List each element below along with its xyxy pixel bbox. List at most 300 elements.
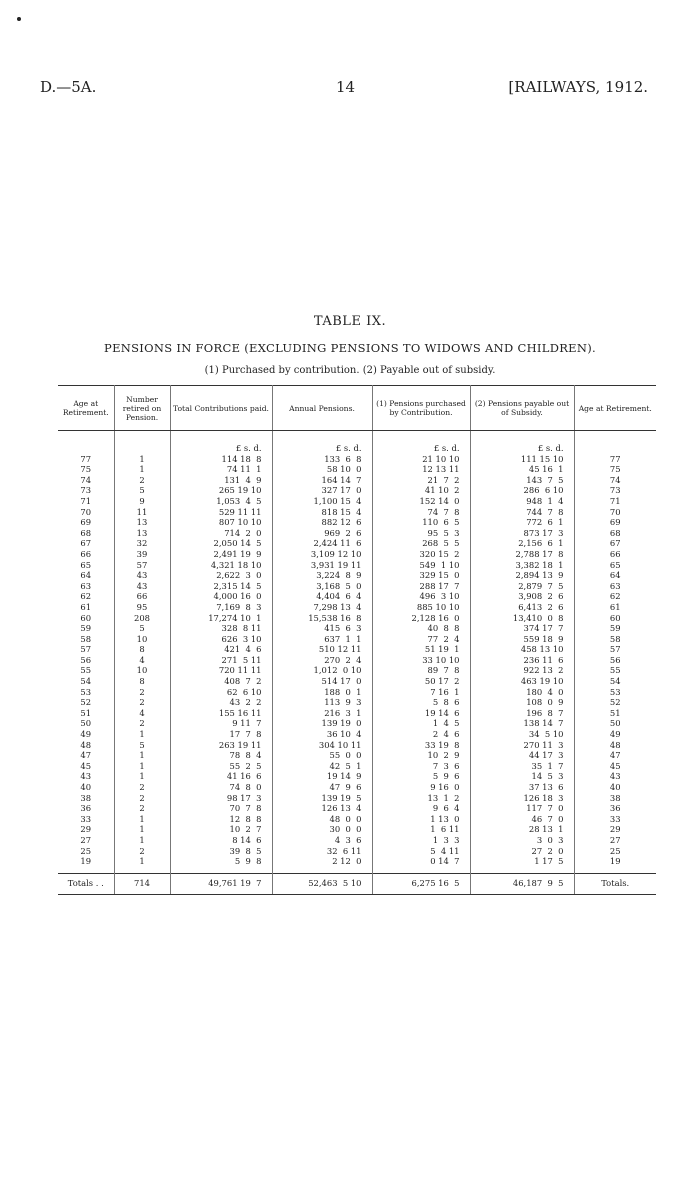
- table-cell: 55 2 5: [170, 761, 272, 772]
- table-cell: 38: [58, 793, 114, 804]
- table-row: [58, 856, 656, 873]
- table-cell: 3,109 12 10: [272, 549, 372, 560]
- table-cell: 63: [58, 581, 114, 592]
- table-cell: 3,224 8 9: [272, 570, 372, 581]
- table-cell: 885 10 10: [372, 602, 470, 613]
- table-row: [58, 665, 656, 676]
- column-header: Number retired on Pension.: [114, 386, 170, 431]
- table-cell: 14 5 3: [470, 771, 574, 782]
- table-cell: 52: [58, 697, 114, 708]
- table-cell: 69: [609, 517, 621, 528]
- table-cell: 45 16 1: [470, 464, 574, 475]
- table-cell: 415 6 3: [272, 623, 372, 634]
- table-row: [58, 708, 656, 719]
- table-cell: 46 7 0: [470, 814, 574, 825]
- table-cell: 43: [114, 570, 170, 581]
- table-cell: 43 2 2: [170, 697, 272, 708]
- unit-cell: [574, 431, 656, 454]
- table-row: [58, 803, 656, 814]
- table-cell: 164 14 7: [272, 475, 372, 486]
- table-cell: 320 15 2: [372, 549, 470, 560]
- table-cell: 66: [58, 549, 114, 560]
- table-cell: 236 11 6: [470, 655, 574, 666]
- column-header: (1) Pensions purchased by Contribution.: [372, 386, 470, 431]
- table-cell: 1: [114, 750, 170, 761]
- table-cell: 626 3 10: [170, 634, 272, 645]
- table-cell: 27: [609, 834, 621, 845]
- table-cell: 1 6 11: [372, 824, 470, 835]
- table-cell: 1: [114, 824, 170, 835]
- table-cell: 6,413 2 6: [470, 602, 574, 613]
- table-cell: 33 10 10: [372, 655, 470, 666]
- table-cell: 463 19 10: [470, 676, 574, 687]
- pensions-table: [58, 385, 656, 895]
- table-cell: 43: [114, 581, 170, 592]
- table-cell: 7,298 13 4: [272, 602, 372, 613]
- column-header: Age at Retirement.: [574, 386, 656, 431]
- table-cell: 51: [58, 708, 114, 719]
- table-cell: 208: [114, 613, 170, 624]
- table-cell: 39 8 5: [170, 846, 272, 857]
- table-cell: 8 14 6: [170, 835, 272, 846]
- table-cell: 75: [58, 464, 114, 475]
- table-cell: 5: [114, 623, 170, 634]
- table-cell: 8: [114, 676, 170, 687]
- table-cell: 13: [114, 517, 170, 528]
- table-cell: 40: [58, 782, 114, 793]
- table-row: [58, 718, 656, 729]
- table-row: [58, 761, 656, 772]
- table-cell: 9: [114, 496, 170, 507]
- table-cell: 1,012 0 10: [272, 665, 372, 676]
- table-row: [58, 697, 656, 708]
- table-cell: 421 4 6: [170, 644, 272, 655]
- table-cell: 57: [114, 560, 170, 571]
- table-row: [58, 464, 656, 475]
- column-header: Age at Retirement.: [58, 386, 114, 431]
- table-cell: 1 13 0: [372, 814, 470, 825]
- table-cell: 74 7 8: [372, 507, 470, 518]
- unit-cell: [58, 431, 114, 454]
- unit-cell: £ s. d.: [170, 431, 272, 454]
- table-cell: 3 0 3: [470, 835, 574, 846]
- table-cell: 25: [609, 845, 621, 856]
- table-cell: 9 6 4: [372, 803, 470, 814]
- table-cell: 55 0 0: [272, 750, 372, 761]
- table-row: [58, 846, 656, 857]
- table-cell: 51 19 1: [372, 644, 470, 655]
- column-header: Total Contributions paid.: [170, 386, 272, 431]
- table-cell: 69: [58, 517, 114, 528]
- table-cell: 10: [114, 665, 170, 676]
- table-cell: 61: [609, 601, 621, 612]
- table-cell: 948 1 4: [470, 496, 574, 507]
- table-cell: 2: [114, 846, 170, 857]
- table-cell: 514 17 0: [272, 676, 372, 687]
- table-row: [58, 644, 656, 655]
- table-cell: 637 1 1: [272, 634, 372, 645]
- table-cell: 63: [609, 580, 621, 591]
- table-cell: 138 14 7: [470, 718, 574, 729]
- table-cell: 818 15 4: [272, 507, 372, 518]
- table-cell: 29: [58, 824, 114, 835]
- table-cell: 56: [58, 655, 114, 666]
- table-cell: 58: [609, 633, 621, 644]
- table-cell: 2: [114, 718, 170, 729]
- table-cell: 9 16 0: [372, 782, 470, 793]
- table-cell: 13: [114, 528, 170, 539]
- table-row: [58, 475, 656, 486]
- table-cell: 327 17 0: [272, 485, 372, 496]
- table-cell: 45: [58, 761, 114, 772]
- table-cell: 549 1 10: [372, 560, 470, 571]
- table-cell: 304 10 11: [272, 740, 372, 751]
- table-cell: 2: [114, 793, 170, 804]
- table-row: [58, 454, 656, 465]
- table-cell: 0 14 7: [372, 856, 470, 873]
- table-cell: 2 4 6: [372, 729, 470, 740]
- totals-cell: 6,275 16 5: [372, 873, 470, 894]
- table-cell: 66: [114, 591, 170, 602]
- table-cell: 61: [58, 602, 114, 613]
- table-cell: 271 5 11: [170, 655, 272, 666]
- table-cell: 559 18 9: [470, 634, 574, 645]
- table-cell: 5 8 6: [372, 697, 470, 708]
- table-cell: 216 3 1: [272, 708, 372, 719]
- table-cell: 36: [58, 803, 114, 814]
- table-cell: 59: [609, 623, 621, 634]
- table-cell: 10: [114, 634, 170, 645]
- table-title: TABLE IX.: [313, 314, 387, 329]
- table-row: [58, 771, 656, 782]
- table-cell: 117 7 0: [470, 803, 574, 814]
- table-cell: 1 4 5: [372, 718, 470, 729]
- table-cell: 25: [58, 846, 114, 857]
- unit-cell: £ s. d.: [470, 431, 574, 454]
- table-cell: 50 17 2: [372, 676, 470, 687]
- table-row: [58, 507, 656, 518]
- table-cell: 5: [114, 485, 170, 496]
- table-cell: 38: [609, 792, 621, 803]
- table-cell: 51: [609, 707, 621, 718]
- table-cell: 70: [609, 506, 621, 517]
- table-cell: 68: [58, 528, 114, 539]
- table-cell: 58: [58, 634, 114, 645]
- table-cell: 2,128 16 0: [372, 613, 470, 624]
- table-cell: 74: [58, 475, 114, 486]
- table-cell: 73: [609, 485, 621, 496]
- table-cell: 807 10 10: [170, 517, 272, 528]
- table-cell: 33: [58, 814, 114, 825]
- table-body: [58, 431, 656, 874]
- table-cell: 8: [114, 644, 170, 655]
- table-cell: 1: [114, 454, 170, 465]
- table-cell: 57: [609, 644, 621, 655]
- table-cell: 1: [114, 729, 170, 740]
- table-cell: 10 2 9: [372, 750, 470, 761]
- table-cell: 68: [609, 527, 621, 538]
- table-row: [58, 824, 656, 835]
- table-cell: 2: [114, 803, 170, 814]
- table-cell: 19 14 6: [372, 708, 470, 719]
- table-cell: 33 19 8: [372, 740, 470, 751]
- table-cell: 37 13 6: [470, 782, 574, 793]
- table-cell: 48: [58, 740, 114, 751]
- table-cell: 95 5 3: [372, 528, 470, 539]
- column-header: (2) Pensions payable out of Subsidy.: [470, 386, 574, 431]
- table-cell: 74 11 1: [170, 464, 272, 475]
- table-cell: 2,894 13 9: [470, 570, 574, 581]
- table-cell: 65: [58, 560, 114, 571]
- table-cell: 33: [609, 813, 621, 824]
- table-cell: 74: [609, 474, 621, 485]
- totals-row: [58, 873, 656, 894]
- table-cell: 47: [58, 750, 114, 761]
- table-cell: 3,931 19 11: [272, 560, 372, 571]
- table-cell: 1: [114, 856, 170, 873]
- table-row: [58, 623, 656, 634]
- table-cell: 270 2 4: [272, 655, 372, 666]
- table-cell: 70 7 8: [170, 803, 272, 814]
- unit-cell: [114, 431, 170, 454]
- table-cell: 43: [609, 771, 621, 782]
- table-cell: 4,321 18 10: [170, 560, 272, 571]
- table-cell: 143 7 5: [470, 475, 574, 486]
- unit-cell: £ s. d.: [272, 431, 372, 454]
- table-row: [58, 570, 656, 581]
- table-cell: 45: [609, 760, 621, 771]
- table-cell: 1: [114, 814, 170, 825]
- table-cell: 1: [114, 464, 170, 475]
- table-row: [58, 602, 656, 613]
- table-cell: 17,274 10 1: [170, 613, 272, 624]
- table-cell: 58 10 0: [272, 464, 372, 475]
- table-row: [58, 676, 656, 687]
- table-cell: 265 19 10: [170, 485, 272, 496]
- table-row: [58, 835, 656, 846]
- table-cell: 11: [114, 507, 170, 518]
- table-cell: 62: [609, 591, 621, 602]
- table-cell: 71: [609, 495, 621, 506]
- table-cell: 77 2 4: [372, 634, 470, 645]
- document-reference: D.—5A.: [40, 78, 97, 96]
- table-cell: 5 4 11: [372, 846, 470, 857]
- table-cell: 873 17 3: [470, 528, 574, 539]
- table-row: [58, 634, 656, 645]
- table-row: [58, 549, 656, 560]
- table-cell: 714 2 0: [170, 528, 272, 539]
- table-cell: 4,000 16 0: [170, 591, 272, 602]
- table-cell: 19: [609, 856, 621, 867]
- table-cell: 39: [114, 549, 170, 560]
- table-cell: 27 2 0: [470, 846, 574, 857]
- table-cell: 374 17 7: [470, 623, 574, 634]
- table-cell: 15,538 16 8: [272, 613, 372, 624]
- table-cell: 180 4 0: [470, 687, 574, 698]
- table-cell: 772 6 1: [470, 517, 574, 528]
- table-cell: 2: [114, 687, 170, 698]
- table-row: [58, 538, 656, 549]
- margin-dot: [17, 17, 21, 21]
- table-cell: 1 3 3: [372, 835, 470, 846]
- table-cell: 2: [114, 475, 170, 486]
- table-cell: 4,404 6 4: [272, 591, 372, 602]
- table-cell: 77: [609, 453, 621, 464]
- table-cell: 34 5 10: [470, 729, 574, 740]
- table-cell: 744 7 8: [470, 507, 574, 518]
- table-cell: 77: [58, 454, 114, 465]
- table-cell: 152 14 0: [372, 496, 470, 507]
- table-row: [58, 687, 656, 698]
- table-cell: 27: [58, 835, 114, 846]
- table-cell: 28 13 1: [470, 824, 574, 835]
- table-cell: 19 14 9: [272, 771, 372, 782]
- table-cell: 89 7 8: [372, 665, 470, 676]
- table-row: [58, 793, 656, 804]
- header-row: [58, 386, 656, 431]
- table-cell: 1,053 4 5: [170, 496, 272, 507]
- table-cell: 71: [58, 496, 114, 507]
- table-row: [58, 814, 656, 825]
- table-cell: 4: [114, 655, 170, 666]
- totals-cell: Totals.: [574, 873, 656, 894]
- table-cell: 10 2 7: [170, 824, 272, 835]
- table-cell: 98 17 3: [170, 793, 272, 804]
- table-cell: 196 8 7: [470, 708, 574, 719]
- table-cell: 49: [58, 729, 114, 740]
- table-cell: 139 19 0: [272, 718, 372, 729]
- table-cell: 32 6 11: [272, 846, 372, 857]
- table-cell: 50: [609, 718, 621, 729]
- table-cell: 50: [58, 718, 114, 729]
- table-row: [58, 560, 656, 571]
- table-row: [58, 528, 656, 539]
- table-cell: 41 16 6: [170, 771, 272, 782]
- table-row: [58, 485, 656, 496]
- table-cell: 29: [609, 824, 621, 835]
- table-cell: 12 13 11: [372, 464, 470, 475]
- table-cell: 2: [114, 697, 170, 708]
- table-cell: 73: [58, 485, 114, 496]
- table-cell: 2,788 17 8: [470, 549, 574, 560]
- table-cell: 49: [609, 729, 621, 740]
- table-cell: 2 12 0: [272, 856, 372, 873]
- table-cell: 2: [114, 782, 170, 793]
- table-row: [58, 655, 656, 666]
- table-cell: 44 17 3: [470, 750, 574, 761]
- table-cell: 62 6 10: [170, 687, 272, 698]
- totals-cell: 46,187 9 5: [470, 873, 574, 894]
- table-cell: 408 7 2: [170, 676, 272, 687]
- totals-cell: 49,761 19 7: [170, 873, 272, 894]
- table-cell: 53: [58, 687, 114, 698]
- table-subtitle: PENSIONS IN FORCE (EXCLUDING PENSIONS TO WIDOWS AND CHILDREN).: [104, 341, 596, 355]
- unit-cell: £ s. d.: [372, 431, 470, 454]
- table-cell: 74 8 0: [170, 782, 272, 793]
- table-cell: 4 3 6: [272, 835, 372, 846]
- units-row: [58, 431, 656, 454]
- table-cell: 55: [58, 665, 114, 676]
- table-cell: 57: [58, 644, 114, 655]
- table-notes: (1) Purchased by contribution. (2) Payable out of subsidy.: [204, 365, 496, 376]
- table-cell: 12 8 8: [170, 814, 272, 825]
- table-cell: 42 5 1: [272, 761, 372, 772]
- table-row: [58, 740, 656, 751]
- table-cell: 21 7 2: [372, 475, 470, 486]
- table-row: [58, 613, 656, 624]
- table-cell: 2,879 7 5: [470, 581, 574, 592]
- table-cell: 1 17 5: [470, 856, 574, 873]
- table-cell: 458 13 10: [470, 644, 574, 655]
- table-cell: 41 10 2: [372, 485, 470, 496]
- table-cell: 13,410 0 8: [470, 613, 574, 624]
- table-cell: 67: [58, 538, 114, 549]
- table-cell: 969 2 6: [272, 528, 372, 539]
- table-cell: 328 8 11: [170, 623, 272, 634]
- table-cell: 19: [58, 856, 114, 873]
- table-cell: 78 8 4: [170, 750, 272, 761]
- table-cell: 5: [114, 740, 170, 751]
- table-cell: 1: [114, 835, 170, 846]
- table-cell: 1: [114, 771, 170, 782]
- table-row: [58, 496, 656, 507]
- table-row: [58, 750, 656, 761]
- table-row: [58, 782, 656, 793]
- table-cell: 21 10 10: [372, 454, 470, 465]
- table-cell: 126 13 4: [272, 803, 372, 814]
- table-cell: 47 9 6: [272, 782, 372, 793]
- table-cell: 67: [609, 538, 621, 549]
- running-title: [RAILWAYS, 1912.: [508, 78, 648, 96]
- table-cell: 65: [609, 559, 621, 570]
- table-row: [58, 729, 656, 740]
- table-cell: 111 15 10: [470, 454, 574, 465]
- table-cell: 133 6 8: [272, 454, 372, 465]
- table-cell: 7,169 8 3: [170, 602, 272, 613]
- table-cell: 139 19 5: [272, 793, 372, 804]
- table-cell: 263 19 11: [170, 740, 272, 751]
- table-cell: 54: [58, 676, 114, 687]
- table-row: [58, 517, 656, 528]
- table-cell: 59: [58, 623, 114, 634]
- table-cell: 2,491 19 9: [170, 549, 272, 560]
- table-cell: 53: [609, 686, 621, 697]
- table-cell: 36 10 4: [272, 729, 372, 740]
- table-cell: 56: [609, 654, 621, 665]
- table-cell: 114 18 8: [170, 454, 272, 465]
- table-cell: 43: [58, 771, 114, 782]
- column-header: Annual Pensions.: [272, 386, 372, 431]
- table-cell: 2,622 3 0: [170, 570, 272, 581]
- table-cell: 36: [609, 803, 621, 814]
- table-cell: 510 12 11: [272, 644, 372, 655]
- table-cell: 5 9 8: [170, 856, 272, 873]
- table-cell: 95: [114, 602, 170, 613]
- table-cell: 108 0 9: [470, 697, 574, 708]
- table-cell: 54: [609, 676, 621, 687]
- table-cell: 268 5 5: [372, 538, 470, 549]
- table-cell: 35 1 7: [470, 761, 574, 772]
- page-number: 14: [336, 78, 356, 96]
- table-cell: 3,168 5 0: [272, 581, 372, 592]
- table-cell: 40 8 8: [372, 623, 470, 634]
- table-cell: 188 0 1: [272, 687, 372, 698]
- table-cell: 13 1 2: [372, 793, 470, 804]
- table-cell: 9 11 7: [170, 718, 272, 729]
- table-cell: 17 7 8: [170, 729, 272, 740]
- table-cell: 720 11 11: [170, 665, 272, 676]
- table-cell: 55: [609, 665, 621, 676]
